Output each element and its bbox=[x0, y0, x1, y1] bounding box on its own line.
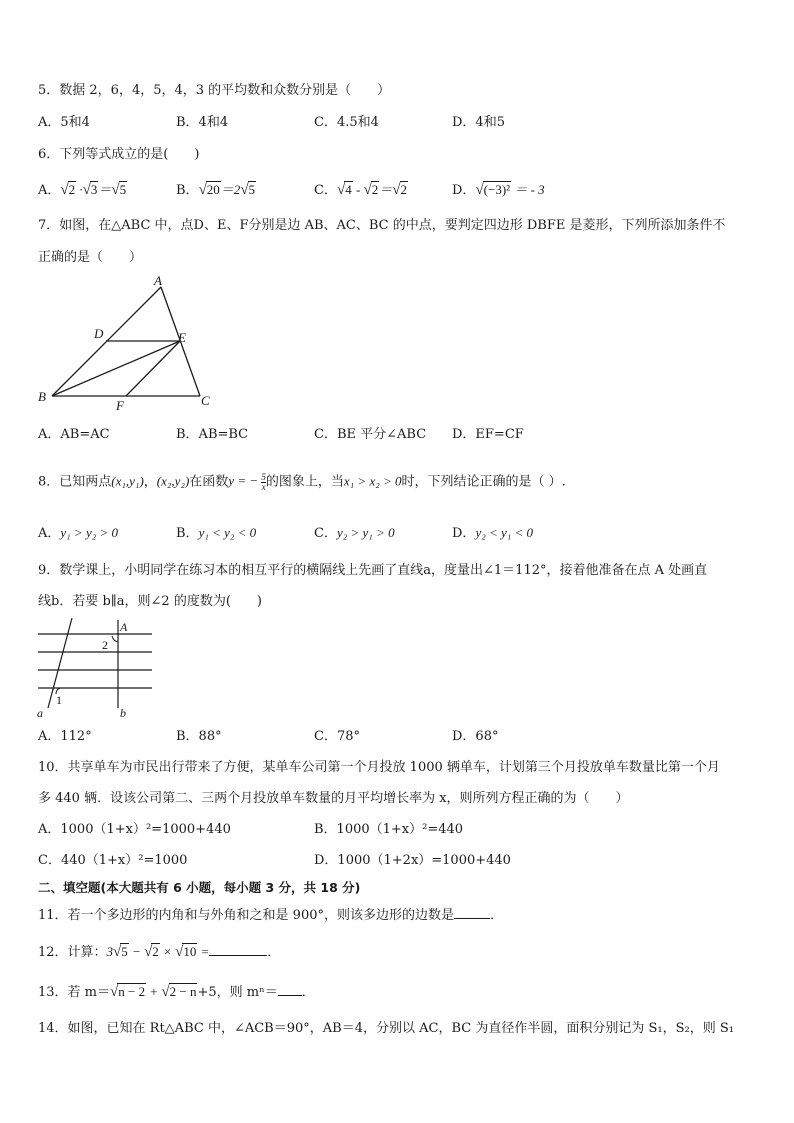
q9-option-b: B．88° bbox=[176, 729, 222, 744]
q9-option-c: C．78° bbox=[314, 729, 360, 744]
q5-option-b: B．4和4 bbox=[176, 115, 229, 130]
q9-stem-line2: 线b．若要 b∥a，则∠2 的度数为( ) bbox=[38, 594, 262, 609]
q5-option-c: C．4.5和4 bbox=[314, 115, 379, 130]
q6-option-d: D．√(−3)² ＝ - 3 bbox=[452, 182, 545, 198]
q7-label-f: F bbox=[116, 398, 124, 413]
q11-answer-blank[interactable] bbox=[454, 906, 490, 919]
q7-segment-be bbox=[52, 341, 180, 396]
q9-label-line-b: b bbox=[120, 706, 126, 720]
q10-option-c: C．440（1+x）²=1000 bbox=[38, 853, 188, 868]
q9-label-angle-1: 1 bbox=[56, 693, 62, 707]
q9-label-a-point: A bbox=[120, 620, 128, 634]
q7-option-c: C．BE 平分∠ABC bbox=[314, 427, 427, 442]
q6-stem: 6．下列等式成立的是( ) bbox=[38, 147, 200, 162]
q7-label-c: C bbox=[201, 393, 210, 408]
q13-answer-blank[interactable] bbox=[278, 983, 302, 996]
q7-triangle-figure bbox=[30, 275, 220, 415]
q5-stem: 5．数据 2，6，4，5，4，3 的平均数和众数分别是（ ） bbox=[38, 83, 391, 98]
q7-option-a: A．AB=AC bbox=[38, 427, 110, 442]
q7-label-a: A bbox=[154, 275, 162, 288]
q6-option-b: B．√20＝2√5 bbox=[176, 182, 256, 198]
q7-label-e: E bbox=[178, 330, 186, 345]
q9-label-line-a: a bbox=[37, 706, 43, 720]
q9-parallel-lines-figure bbox=[34, 616, 154, 720]
q14-stem: 14．如图，已知在 Rt△ABC 中，∠ACB＝90°，AB＝4，分别以 AC，BC 为直径作半圆，面积分别记为 S₁，S₂，则 S₁ bbox=[38, 1021, 734, 1036]
q7-stem-line2: 正确的是（ ） bbox=[38, 250, 143, 265]
q8-option-c: C．y₂ > y₁ > 0 bbox=[314, 525, 395, 541]
q11-stem: 11．若一个多边形的内角和与外角和之和是 900°，则该多边形的边数是 ． bbox=[38, 908, 504, 923]
q5-option-d: D．4和5 bbox=[452, 115, 505, 130]
q9-option-d: D．68° bbox=[452, 729, 499, 744]
q6-option-c: C．√4 - √2＝√2 bbox=[314, 182, 408, 198]
q13-stem: 13．若 m＝√n − 2 + √2 − n+5，则 mⁿ＝ ． bbox=[38, 984, 315, 1000]
q10-option-d: D．1000（1+2x）=1000+440 bbox=[314, 853, 511, 868]
q7-label-b: B bbox=[38, 389, 46, 404]
q9-angle-2-arc bbox=[112, 636, 118, 642]
q9-label-angle-2: 2 bbox=[102, 638, 108, 652]
q8-option-a: A．y₁ > y₂ > 0 bbox=[38, 525, 119, 541]
q10-stem-line2: 多 440 辆．设该公司第二、三两个月投放单车数量的月平均增长率为 x，则所列方程正确的为（ ） bbox=[38, 791, 629, 806]
q10-option-b: B．1000（1+x）²=440 bbox=[314, 822, 464, 837]
q10-stem-line1: 10．共享单车为市民出行带来了方便，某单车公司第一个月投放 1000 辆单车，计划第三个月投放单车数量比第一个月 bbox=[38, 760, 720, 775]
q7-segment-ef bbox=[126, 341, 180, 396]
q9-option-a: A．112° bbox=[38, 729, 92, 744]
q7-label-d: D bbox=[94, 326, 104, 341]
q7-option-b: B．AB=BC bbox=[176, 427, 249, 442]
q8-option-b: B．y₁ < y₂ < 0 bbox=[176, 525, 257, 541]
q8-option-d: D．y₂ < y₁ < 0 bbox=[452, 525, 534, 541]
q5-option-a: A．5和4 bbox=[38, 115, 90, 130]
section2-title: 二、填空题(本大题共有 6 小题，每小题 3 分，共 18 分) bbox=[38, 880, 361, 895]
q7-option-d: D．EF=CF bbox=[452, 427, 524, 442]
q12-answer-blank[interactable] bbox=[209, 943, 267, 956]
q12-stem: 12．计算：3√5 − √2 × √10 = ． bbox=[38, 944, 281, 960]
q9-stem-line1: 9．数学课上，小明同学在练习本的相互平行的横隔线上先画了直线a，度量出∠1＝112°，接着他准备在点 A 处画直 bbox=[38, 563, 708, 578]
q6-option-a: A．√2 ·√3＝√5 bbox=[38, 182, 127, 198]
q7-stem-line1: 7．如图，在△ABC 中，点D、E、F分别是边 AB、AC、BC 的中点，要判定四边形 DBFE 是菱形，下列所添加条件不 bbox=[38, 218, 726, 233]
q8-stem: 8．已知两点(x₁,y₁)，(x₂,y₂)在函数y = − $\frac{5}{x}$ 的图象上，当x₁ > x₂ > 0时，下列结论正确的是（ ）. bbox=[38, 472, 566, 492]
q10-option-a: A．1000（1+x）²=1000+440 bbox=[38, 822, 231, 837]
